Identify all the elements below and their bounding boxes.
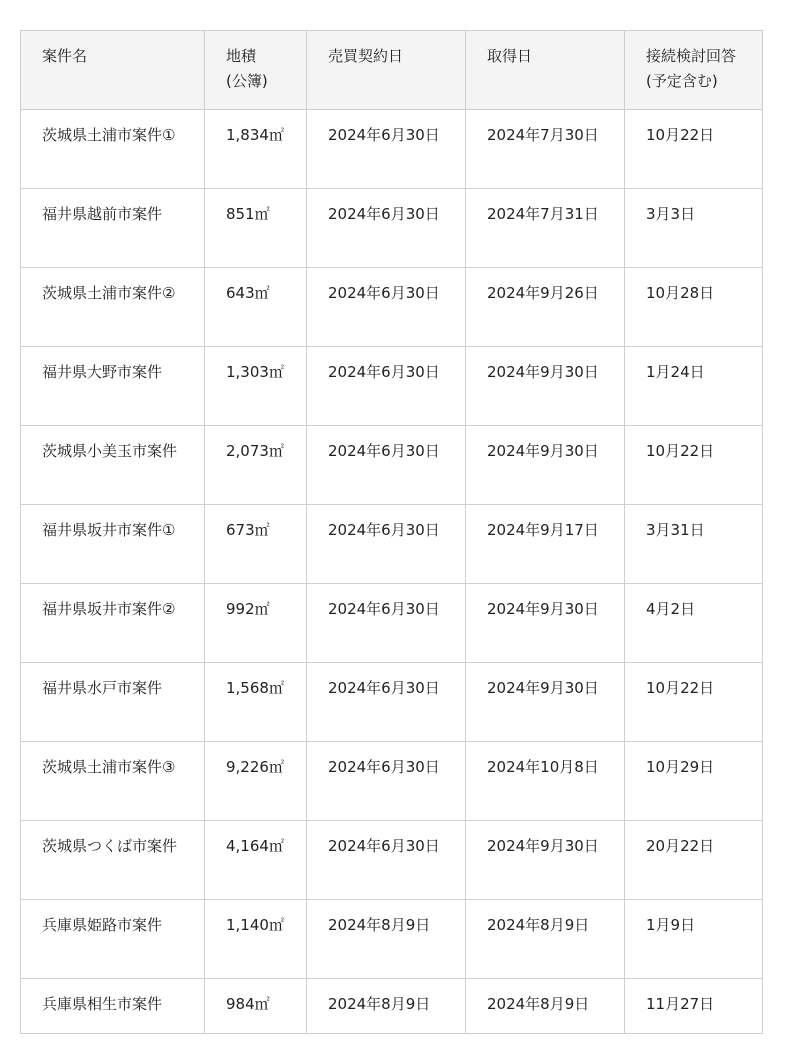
cell-connection-review: 3月3日 [625,189,763,268]
cell-project-name: 茨城県土浦市案件③ [21,742,205,821]
header-acquisition-date: 取得日 [466,31,625,110]
table-row [21,900,763,979]
cell-acquisition-date: 2024年9月30日 [466,821,625,900]
cell-connection-review: 10月22日 [625,663,763,742]
cell-contract-date: 2024年6月30日 [307,268,466,347]
cell-acquisition-date: 2024年7月30日 [466,110,625,189]
cell-connection-review: 20月22日 [625,821,763,900]
table-row [21,821,763,900]
cell-land-area: 984㎡ [205,979,307,1034]
cell-land-area: 992㎡ [205,584,307,663]
cell-acquisition-date: 2024年9月17日 [466,505,625,584]
cell-land-area: 673㎡ [205,505,307,584]
table-row [21,268,763,347]
cell-contract-date: 2024年8月9日 [307,979,466,1034]
cell-acquisition-date: 2024年9月30日 [466,426,625,505]
table-row [21,979,763,1034]
cell-connection-review: 4月2日 [625,584,763,663]
table-body [21,110,763,1034]
cell-connection-review: 10月22日 [625,426,763,505]
cell-project-name: 福井県坂井市案件① [21,505,205,584]
cell-land-area: 9,226㎡ [205,742,307,821]
cell-project-name: 茨城県土浦市案件① [21,110,205,189]
header-project-name: 案件名 [21,31,205,110]
cell-land-area: 1,834㎡ [205,110,307,189]
cell-acquisition-date: 2024年7月31日 [466,189,625,268]
cell-connection-review: 10月28日 [625,268,763,347]
projects-table [20,30,763,1034]
cell-connection-review: 1月9日 [625,900,763,979]
cell-contract-date: 2024年6月30日 [307,347,466,426]
cell-connection-review: 10月22日 [625,110,763,189]
cell-land-area: 1,568㎡ [205,663,307,742]
header-land-area: 地積 (公簿) [205,31,307,110]
table-row [21,505,763,584]
cell-land-area: 1,140㎡ [205,900,307,979]
cell-project-name: 福井県水戸市案件 [21,663,205,742]
cell-land-area: 2,073㎡ [205,426,307,505]
cell-acquisition-date: 2024年10月8日 [466,742,625,821]
cell-acquisition-date: 2024年9月30日 [466,663,625,742]
header-row [21,31,763,110]
cell-acquisition-date: 2024年8月9日 [466,900,625,979]
table-row [21,663,763,742]
cell-connection-review: 11月27日 [625,979,763,1034]
cell-land-area: 4,164㎡ [205,821,307,900]
cell-land-area: 1,303㎡ [205,347,307,426]
table-row [21,742,763,821]
cell-acquisition-date: 2024年8月9日 [466,979,625,1034]
table-row [21,347,763,426]
cell-project-name: 茨城県小美玉市案件 [21,426,205,505]
cell-project-name: 福井県大野市案件 [21,347,205,426]
cell-project-name: 兵庫県姫路市案件 [21,900,205,979]
cell-contract-date: 2024年8月9日 [307,900,466,979]
cell-acquisition-date: 2024年9月26日 [466,268,625,347]
cell-contract-date: 2024年6月30日 [307,584,466,663]
header-contract-date: 売買契約日 [307,31,466,110]
cell-contract-date: 2024年6月30日 [307,189,466,268]
cell-project-name: 福井県坂井市案件② [21,584,205,663]
table-row [21,584,763,663]
cell-project-name: 福井県越前市案件 [21,189,205,268]
projects-table-container [20,30,762,1034]
cell-project-name: 兵庫県相生市案件 [21,979,205,1034]
cell-contract-date: 2024年6月30日 [307,426,466,505]
cell-land-area: 851㎡ [205,189,307,268]
cell-contract-date: 2024年6月30日 [307,505,466,584]
cell-contract-date: 2024年6月30日 [307,821,466,900]
cell-connection-review: 10月29日 [625,742,763,821]
table-header [21,31,763,110]
cell-connection-review: 3月31日 [625,505,763,584]
cell-contract-date: 2024年6月30日 [307,110,466,189]
table-row [21,189,763,268]
cell-acquisition-date: 2024年9月30日 [466,347,625,426]
cell-land-area: 643㎡ [205,268,307,347]
header-connection-review: 接続検討回答 (予定含む) [625,31,763,110]
table-row [21,426,763,505]
table-row [21,110,763,189]
cell-project-name: 茨城県土浦市案件② [21,268,205,347]
cell-contract-date: 2024年6月30日 [307,742,466,821]
cell-acquisition-date: 2024年9月30日 [466,584,625,663]
cell-contract-date: 2024年6月30日 [307,663,466,742]
cell-connection-review: 1月24日 [625,347,763,426]
cell-project-name: 茨城県つくば市案件 [21,821,205,900]
